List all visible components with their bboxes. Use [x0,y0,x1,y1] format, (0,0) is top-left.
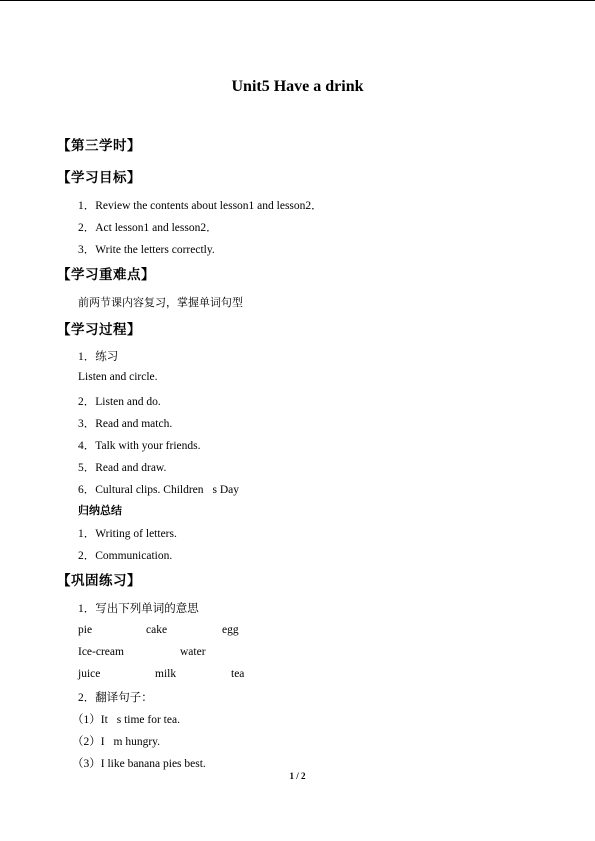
section-heading-practice: 【巩固练习】 [57,573,141,589]
summary-heading: 归纳总结 [78,504,122,517]
section-heading-process: 【学习过程】 [57,322,141,338]
vocab-word: pie [78,624,93,636]
practice-question-2: 2．翻译句子： [78,692,153,704]
top-rule [0,0,595,1]
page-number: 1 / 2 [289,771,306,781]
process-item: 2．Listen and do. [78,396,161,408]
practice-question-1: 1．写出下列单词的意思 [78,603,199,615]
process-item: 4．Talk with your friends. [78,440,201,452]
keypoints-text: 前两节课内容复习，掌握单词句型 [78,296,243,309]
vocab-word: cake [146,624,168,636]
vocab-word: juice [78,668,101,680]
document-title: Unit5 Have a drink [231,78,364,95]
process-item: 5．Read and draw. [78,462,167,474]
goal-item: 3．Write the letters correctly. [78,244,215,256]
section-heading-keypoints: 【学习重难点】 [57,267,155,283]
summary-item: 2．Communication. [78,550,173,562]
sentence-item: （3）I like banana pies best. [72,758,206,770]
goal-item: 2．Act lesson1 and lesson2． [78,222,218,234]
process-item: 3．Read and match. [78,418,173,430]
vocab-word: water [180,646,206,658]
sentence-item: （2）I m hungry. [72,736,161,748]
process-item: 1．练习 [78,351,119,363]
vocab-word: Ice-cream [78,646,124,658]
process-item: 6．Cultural clips. Children s Day [78,484,239,496]
vocab-word: milk [155,668,177,680]
section-heading-lesson: 【第三学时】 [57,138,141,154]
section-heading-goals: 【学习目标】 [57,170,141,186]
vocab-word: egg [222,624,239,636]
sentence-item: （1）It s time for tea. [72,714,180,726]
vocab-word: tea [231,668,245,680]
summary-item: 1．Writing of letters. [78,528,177,540]
goal-item: 1．Review the contents about lesson1 and lesson2． [78,200,323,212]
process-item: Listen and circle. [78,371,158,383]
